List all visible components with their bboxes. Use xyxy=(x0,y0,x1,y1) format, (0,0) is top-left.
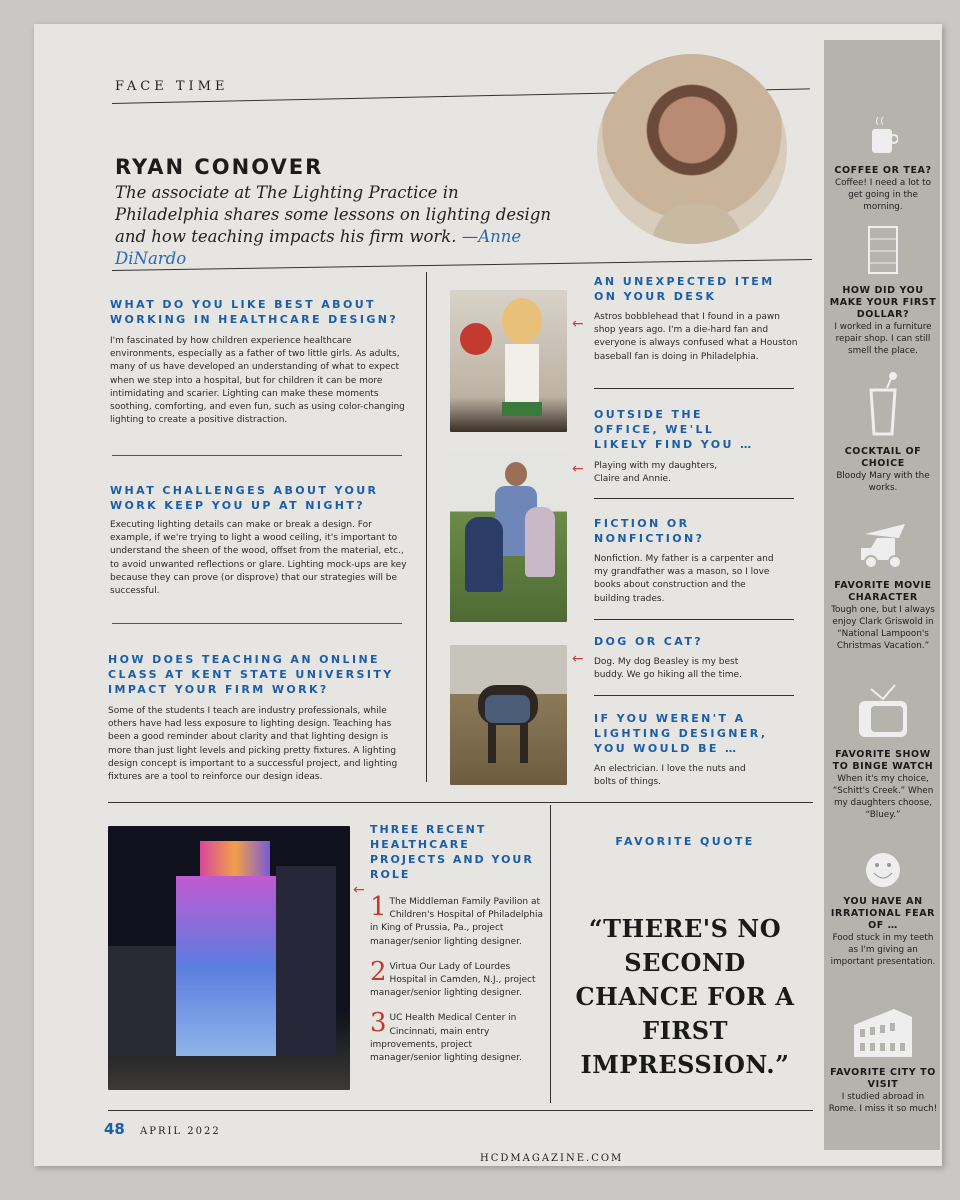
question: WHAT CHALLENGES ABOUT YOUR WORK KEEP YOU UP AT NIGHT? xyxy=(110,484,379,512)
section-kicker: FACE TIME xyxy=(115,79,229,94)
project-text: UC Health Medical Center in Cincinnati, main entry improvements, project manager/senior lighting designer. xyxy=(370,1013,522,1064)
sidebar-question: FAVORITE CITY TO VISIT xyxy=(830,1067,936,1090)
answer: I'm fascinated by how children experience healthcare environments, especially as a father of two little girls. As adults, many of us have developed an understanding of what to expect when we step into a hospital, but for children it can be more intimidating and scarier. Lighting can make these moments soothing, comforting, and even fun, such as using color-changing lighting to create a positive distraction. xyxy=(110,336,405,426)
divider xyxy=(108,802,813,803)
favorite-quote: “THERE'S NO SECOND CHANCE FOR A FIRST IMPRESSION.” xyxy=(575,914,795,1079)
divider xyxy=(594,498,794,499)
question: AN UNEXPECTED ITEM ON YOUR DESK xyxy=(594,275,775,303)
magazine-url: HCDMAGAZINE.COM xyxy=(480,1153,624,1164)
project-number: 1 xyxy=(370,892,387,922)
divider xyxy=(594,619,794,620)
divider xyxy=(594,695,794,696)
projects-title: THREE RECENT HEALTHCARE PROJECTS AND YOUR ROLE xyxy=(370,823,534,881)
sidebar-question: COFFEE OR TEA? xyxy=(834,165,932,176)
divider xyxy=(594,388,794,389)
sidebar-item xyxy=(828,1005,938,1115)
project-item xyxy=(370,1008,545,1065)
sidebar-question: HOW DID YOU MAKE YOUR FIRST DOLLAR? xyxy=(829,285,937,320)
quote-title: FAVORITE QUOTE xyxy=(615,835,755,848)
cocktail-glass-icon xyxy=(867,372,899,438)
sidebar-item xyxy=(828,852,938,968)
qa-item xyxy=(594,407,804,486)
bobblehead-photo xyxy=(450,290,567,432)
byline: —Anne DiNardo xyxy=(115,227,522,268)
sidebar-question: FAVORITE MOVIE CHARACTER xyxy=(834,580,932,603)
sidebar-answer: Coffee! I need a lot to get going in the morning. xyxy=(835,178,931,212)
sidebar-question: FAVORITE SHOW TO BINGE WATCH xyxy=(832,749,934,772)
project-item xyxy=(370,956,545,1001)
question: WHAT DO YOU LIKE BEST ABOUT WORKING IN HEALTHCARE DESIGN? xyxy=(110,298,399,326)
question: OUTSIDE THE OFFICE, WE'LL LIKELY FIND YOU … xyxy=(594,408,754,451)
question: DOG OR CAT? xyxy=(594,635,704,648)
sidebar-answer: I worked in a furniture repair shop. I can still smell the place. xyxy=(834,322,932,356)
project-item xyxy=(370,892,545,949)
question: HOW DOES TEACHING AN ONLINE CLASS AT KENT STATE UNIVERSITY IMPACT YOUR FIRM WORK? xyxy=(108,653,394,696)
answer: Some of the students I teach are industry professionals, while others have had less exposure to lighting design. Teaching has been a good reminder about clarity and that lighting design is more than just light levels and picking pretty fixtures. A lighting design concept is important to a successful project, and lighting fixtures are a tool to reinforce our design ideas. xyxy=(108,706,398,783)
project-number: 3 xyxy=(370,1008,387,1039)
dek xyxy=(115,182,560,270)
qa-item xyxy=(594,634,804,682)
qa-item xyxy=(594,516,804,606)
arrow-left-icon: ← xyxy=(572,316,584,332)
television-icon xyxy=(857,683,909,741)
question: IF YOU WEREN'T A LIGHTING DESIGNER, YOU WOULD BE … xyxy=(594,712,768,755)
sidebar-item xyxy=(828,683,938,821)
project-text: The Middleman Family Pavilion at Children's Hospital of Philadelphia in King of Prussia, Pa., project manager/senior lighting designer. xyxy=(370,897,543,947)
qa-item xyxy=(108,652,413,784)
qa-item xyxy=(110,297,410,427)
sidebar-item xyxy=(828,115,938,213)
column-divider xyxy=(426,272,427,782)
sidebar-answer: Food stuck in my teeth as I'm giving an important presentation. xyxy=(830,933,936,967)
dek-text: The associate at The Lighting Practice in Philadelphia shares some lessons on lighting design and how teaching impacts his firm work. xyxy=(115,183,552,246)
dresser-icon xyxy=(867,225,899,277)
divider xyxy=(108,1110,813,1111)
daughters-photo xyxy=(450,452,567,622)
divider xyxy=(112,455,402,456)
sidebar-answer: I studied abroad in Rome. I miss it so much! xyxy=(828,1092,938,1114)
sidebar-item xyxy=(828,372,938,494)
sidebar-answer: When it's my choice, “Schitt's Creek.” When my daughters choose, “Bluey.” xyxy=(832,774,934,820)
qa-item xyxy=(110,483,410,598)
project-text: Virtua Our Lady of Lourdes Hospital in Camden, N.J., project manager/senior lighting designer. xyxy=(370,961,536,999)
smiley-face-icon xyxy=(865,852,901,888)
answer: Executing lighting details can make or break a design. For example, if we're trying to light a wood ceiling, it's important to understand the sheen of the wood, offset from the material, etc., to avoid unwanted reflections or glare. Lighting mock-ups are key because they can prove (or disprove) that our strategies will be successful. xyxy=(110,520,407,597)
arrow-left-icon: ← xyxy=(572,651,584,667)
answer: Dog. My dog Beasley is my best buddy. We go hiking all the time. xyxy=(594,657,742,681)
sidebar-question: YOU HAVE AN IRRATIONAL FEAR OF … xyxy=(830,896,936,931)
answer: Playing with my daughters, Claire and Annie. xyxy=(594,461,718,485)
sidebar-question: COCKTAIL OF CHOICE xyxy=(844,446,922,469)
car-with-tree-icon xyxy=(855,520,911,572)
column-divider xyxy=(550,805,551,1103)
coffee-cup-icon xyxy=(868,115,898,157)
project-list xyxy=(370,892,545,1065)
hospital-building-photo xyxy=(108,826,350,1090)
sidebar-item xyxy=(828,520,938,652)
project-number: 2 xyxy=(370,956,387,987)
subject-name: RYAN CONOVER xyxy=(115,155,324,179)
arrow-left-icon: ← xyxy=(353,882,365,898)
dog-photo xyxy=(450,645,567,785)
page-number: 48 xyxy=(104,1120,125,1138)
qa-item xyxy=(594,274,804,364)
projects-section xyxy=(370,822,545,1077)
headshot-photo xyxy=(597,54,787,244)
answer: An electrician. I love the nuts and bolts of things. xyxy=(594,764,746,788)
answer: Nonfiction. My father is a carpenter and my grandfather was a mason, so I love books about construction and the building trades. xyxy=(594,554,774,604)
issue-date: APRIL 2022 xyxy=(140,1126,221,1137)
arrow-left-icon: ← xyxy=(572,461,584,477)
question: FICTION OR NONFICTION? xyxy=(594,517,705,545)
divider xyxy=(112,623,402,624)
answer: Astros bobblehead that I found in a pawn shop years ago. I'm a die-hard fan and everyone is always confused what a Houston baseball fan is doing in Philadelphia. xyxy=(594,312,798,362)
sidebar-item xyxy=(828,225,938,357)
sidebar-answer: Tough one, but I always enjoy Clark Griswold in “National Lampoon's Christmas Vacation.” xyxy=(831,605,935,651)
colosseum-icon xyxy=(852,1005,914,1059)
qa-item xyxy=(594,711,804,789)
sidebar-answer: Bloody Mary with the works. xyxy=(836,471,930,493)
